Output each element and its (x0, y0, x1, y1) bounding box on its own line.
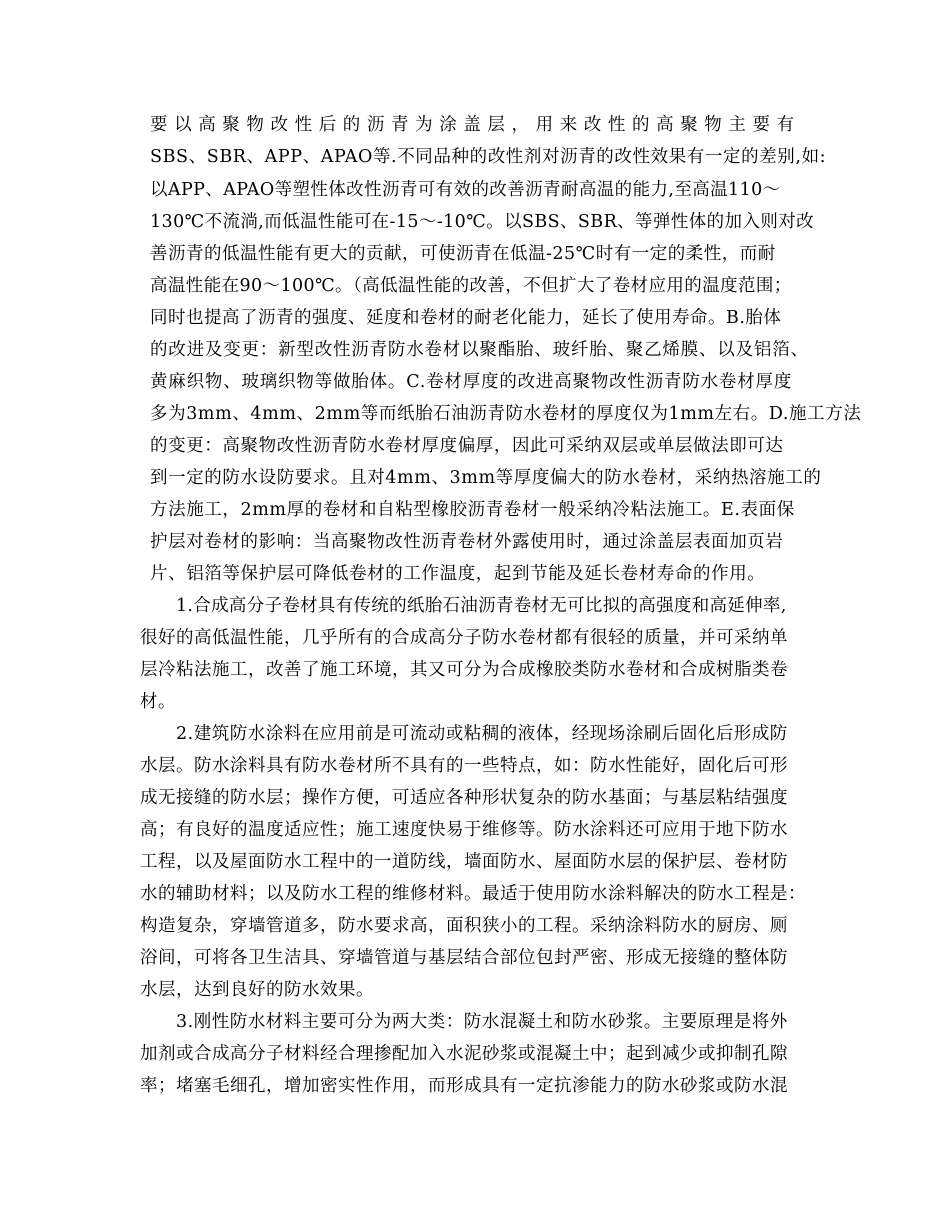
text-line: 高温性能在90～100℃。（高低温性能的改善，不但扩大了卷材应用的温度范围； (150, 276, 792, 296)
text-line: 的改进及变更：新型改性沥青防水卷材以聚酯胎、玻纤胎、聚乙烯膜、以及铝箔、 (150, 340, 809, 360)
text-line: 善沥青的低温性能有更大的贡献，可使沥青在低温-25℃时有一定的柔性，而耐 (150, 244, 776, 264)
text-line: 水的辅助材料；以及防水工程的维修材料。最适于使用防水涂料解决的防水工程是： (140, 884, 806, 904)
text-line: 构造复杂，穿墙管道多，防水要求高，面积狭小的工程。采纳涂料防水的厨房、厕 (140, 916, 788, 936)
text-line: 130℃不流淌,而低温性能可在-15～-10℃。以SBS、SBR、等弹性体的加入则对改 (150, 212, 815, 232)
text-line: 工程，以及屋面防水工程中的一道防线，墙面防水、屋面防水层的保护层、卷材防 (140, 852, 788, 872)
text-line: 多为3mm、4mm、2mm等而纸胎石油沥青防水卷材的厚度仅为1mm左右。D.施工方法 (150, 404, 862, 424)
text-line: 同时也提高了沥青的强度、延度和卷材的耐老化能力，延长了使用寿命。B.胎体 (150, 308, 782, 328)
text-line: 材。 (140, 692, 176, 712)
text-line: 到一定的防水设防要求。且对4mm、3mm等厚度偏大的防水卷材，采纳热溶施工的 (150, 468, 822, 488)
text-line: 很好的高低温性能，几乎所有的合成高分子防水卷材都有很轻的质量，并可采纳单 (140, 628, 788, 648)
text-line: 率；堵塞毛细孔，增加密实性作用，而形成具有一定抗渗能力的防水砂浆或防水混 (140, 1076, 788, 1096)
text-line: 成无接缝的防水层；操作方便，可适应各种形状复杂的防水基面；与基层粘结强度 (140, 788, 788, 808)
text-line: 以APP、APAO等塑性体改性沥青可有效的改善沥青耐高温的能力,至高温110～ (150, 180, 781, 200)
text-line: 层冷粘法施工，改善了施工环境，其又可分为合成橡胶类防水卷材和合成树脂类卷 (140, 660, 788, 680)
text-line: 2.建筑防水涂料在应用前是可流动或粘稠的液体，经现场涂刷后固化后形成防 (176, 724, 788, 744)
text-line: 水层，达到良好的防水效果。 (140, 980, 374, 1000)
text-line: 加剂或合成高分子材料经合理掺配加入水泥砂浆或混凝土中；起到减少或抑制孔隙 (140, 1044, 788, 1064)
text-line: 高；有良好的温度适应性；施工速度快易于维修等。防水涂料还可应用于地下防水 (140, 820, 788, 840)
text-line: 浴间，可将各卫生洁具、穿墙管道与基层结合部位包封严密、形成无接缝的整体防 (140, 948, 788, 968)
text-line: 3.刚性防水材料主要可分为两大类：防水混凝土和防水砂浆。主要原理是将外 (176, 1012, 788, 1032)
text-line: 方法施工，2mm厚的卷材和自粘型橡胶沥青卷材一般采纳冷粘法施工。E.表面保 (150, 500, 795, 520)
text-line: 护层对卷材的影响：当高聚物改性沥青卷材外露使用时，通过涂盖层表面加页岩 (150, 532, 784, 552)
text-line: 1.合成高分子卷材具有传统的纸胎石油沥青卷材无可比拟的高强度和高延伸率, (176, 596, 787, 616)
text-line: 黄麻织物、玻璃织物等做胎体。C.卷材厚度的改进高聚物改性沥青防水卷材厚度 (150, 372, 793, 392)
text-line: 片、铝箔等保护层可降低卷材的工作温度，起到节能及延长卷材寿命的作用。 (150, 564, 766, 584)
text-line: 水层。防水涂料具有防水卷材所不具有的一些特点，如：防水性能好，固化后可形 (140, 756, 788, 776)
text-line: 要以高聚物改性后的沥青为涂盖层，用来改性的高聚物主要有 (150, 115, 801, 135)
text-line: 的变更：高聚物改性沥青防水卷材厚度偏厚，因此可采纳双层或单层做法即可达 (150, 436, 784, 456)
text-line: SBS、SBR、APP、APAO等.不同品种的改性剂对沥青的改性效果有一定的差别,如: (150, 147, 827, 167)
